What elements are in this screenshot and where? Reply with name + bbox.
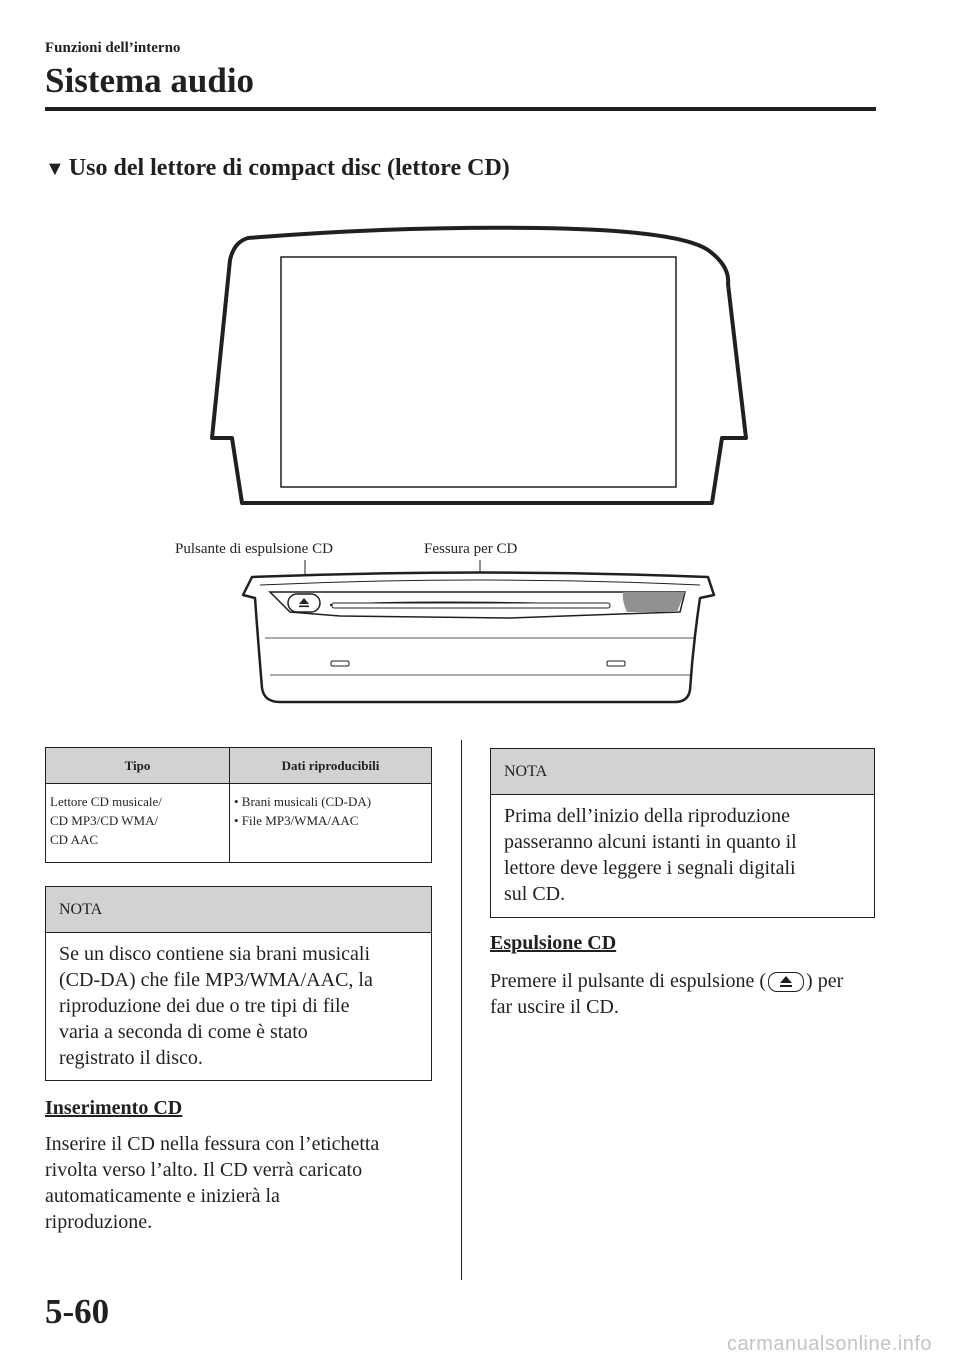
section-title — [45, 152, 510, 185]
table-cell-data — [230, 784, 432, 863]
table-header-row — [46, 748, 432, 784]
cd-slot-opening — [332, 603, 610, 608]
cd-unit-shade-right — [623, 592, 685, 612]
paragraph-inserimento: Inserire il CD nella fessura con l’etichetta rivolta verso l’alto. Il CD verrà caricato automaticamente e inizierà la riproduzione. — [45, 1133, 380, 1233]
column-divider — [461, 740, 462, 1280]
table-header-data: Dati riproducibili — [230, 748, 432, 784]
cd-player-illustration — [160, 220, 760, 720]
heading-inserimento: Inserimento CD — [45, 1097, 183, 1119]
page-title: Sistema audio — [45, 61, 255, 100]
playable-data-table — [45, 747, 432, 863]
paragraph-espulsione: Premere il pulsante di espulsione ( ) per far uscire il CD. — [490, 970, 844, 1018]
page-number: 5-60 — [45, 1292, 110, 1331]
heading-espulsione: Espulsione CD — [490, 932, 617, 954]
section-title-text: Uso del lettore di compact disc (lettore CD) — [68, 155, 510, 181]
header-rule — [45, 107, 876, 111]
table-header-type: Tipo — [46, 748, 230, 784]
label-eject-button: Pulsante di espulsione CD — [175, 541, 333, 557]
display-screen — [281, 257, 676, 487]
table-row — [46, 784, 432, 863]
nota-box-right — [490, 748, 875, 918]
nota-box-left — [45, 886, 432, 1081]
cd-unit-indicator-left — [331, 661, 349, 666]
list-item: • Brani musicali (CD-DA) — [234, 794, 372, 809]
eject-icon — [768, 972, 804, 992]
section-marker-icon: ▼ — [45, 158, 65, 180]
table-cell-type: Lettore CD musicale/ CD MP3/CD WMA/ CD AAC — [46, 784, 230, 863]
nota-body: Prima dell’inizio della riproduzione passeranno alcuni istanti in quanto il lettore deve leggere i segnali digitali sul CD. — [504, 805, 797, 905]
watermark: carmanualsonline.info — [726, 1333, 932, 1355]
nota-title: NOTA — [491, 749, 874, 795]
chapter-label: Funzioni dell’interno — [45, 40, 181, 56]
list-item: • File MP3/WMA/AAC — [234, 813, 359, 828]
label-cd-slot: Fessura per CD — [424, 541, 518, 557]
cd-unit-indicator-right — [607, 661, 625, 666]
nota-body: Se un disco contiene sia brani musicali (CD-DA) che file MP3/WMA/AAC, la riproduzione dei due o tre tipi di file varia a seconda di come è stato registrato il disco. — [59, 943, 373, 1069]
nota-title: NOTA — [46, 887, 431, 933]
